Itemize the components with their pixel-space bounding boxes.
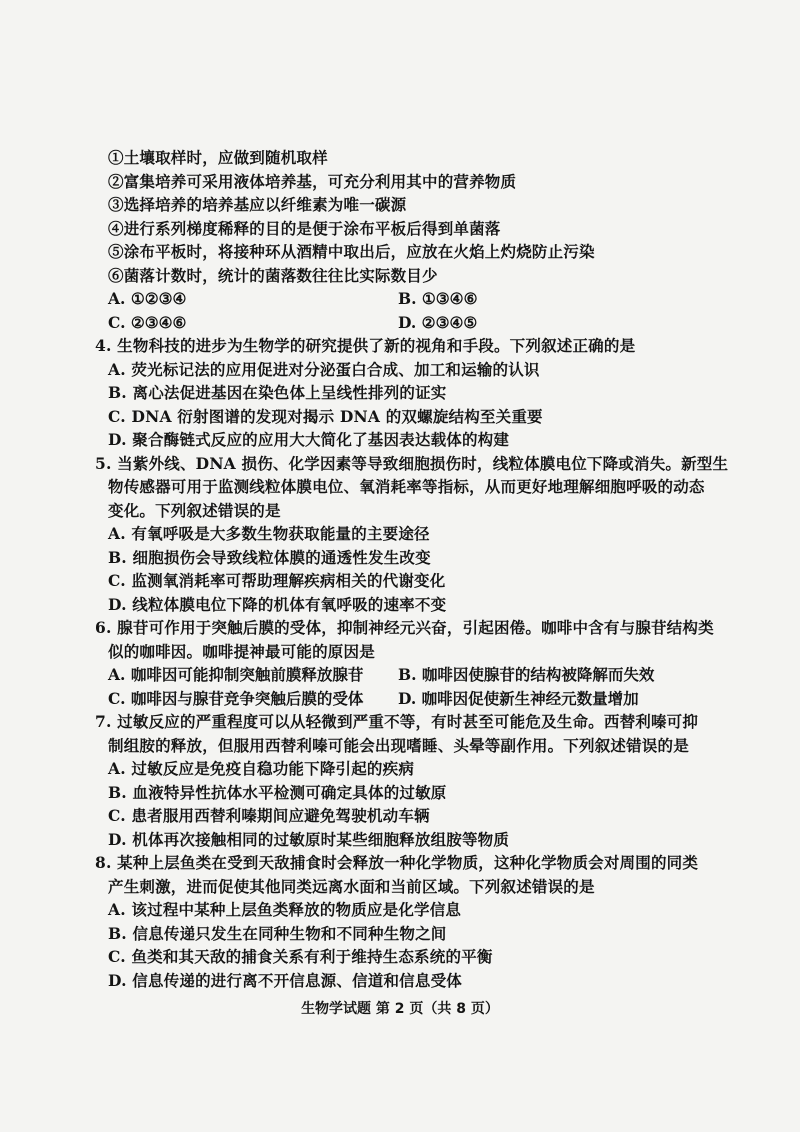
q7-option-d: D. 机体再次接触相同的过敏原时某些细胞释放组胺等物质: [108, 829, 510, 849]
q5-option-b: B. 细胞损伤会导致线粒体膜的通透性发生改变: [108, 547, 431, 567]
q6-options-row: [108, 663, 718, 687]
q6-option-b: B. 咖啡因使腺苷的结构被降解而失效: [398, 665, 655, 684]
q5-stem-line: 变化。下列叙述错误的是: [108, 500, 281, 520]
q8-option-a: A. 该过程中某种上层鱼类释放的物质应是化学信息: [108, 900, 462, 919]
q3-item: ④进行系列梯度稀释的目的是便于涂布平板后得到单菌落: [108, 218, 501, 238]
q7-option-c: C. 患者服用西替利嗪期间应避免驾驶机动车辆: [108, 806, 430, 825]
page-content: [95, 146, 729, 992]
q7-option-b: B. 血液特异性抗体水平检测可确定具体的过敏原: [108, 782, 447, 802]
q6-options-row: [108, 687, 718, 711]
question-8: [95, 851, 718, 992]
q3-item: ⑥菌落计数时，统计的菌落数往往比实际数目少: [108, 265, 438, 285]
q7-stem-line: 制组胺的释放，但服用西替利嗪可能会出现嗜睡、头晕等副作用。下列叙述错误的是: [108, 735, 689, 755]
q8-option-c: C. 鱼类和其天敌的捕食关系有利于维持生态系统的平衡: [108, 947, 493, 966]
page-footer: 生物学试题 第 2 页（共 8 页）: [301, 1001, 499, 1017]
q4-option-b: B. 离心法促进基因在染色体上呈线性排列的证实: [108, 383, 447, 402]
question-6: [95, 616, 718, 710]
q8-option-d: D. 信息传递的进行离不开信息源、信道和信息受体: [108, 970, 462, 990]
q3-item: ①土壤取样时，应做到随机取样: [108, 148, 328, 167]
q5-option-a: A. 有氧呼吸是大多数生物获取能量的主要途径: [108, 524, 430, 543]
q4-option-d: D. 聚合酶链式反应的应用大大简化了基因表达载体的构建: [108, 430, 510, 449]
q3-option-d: D. ②③④⑤: [398, 312, 478, 332]
q4-option-c: C. DNA 衍射图谱的发现对揭示 DNA 的双螺旋结构至关重要: [108, 406, 543, 426]
q3-option-c: C. ②③④⑥: [108, 312, 187, 332]
q6-stem-line: 似的咖啡因。咖啡提神最可能的原因是: [108, 641, 375, 661]
q3-option-a: A. ①②③④: [108, 289, 187, 308]
q6-option-c: C. 咖啡因与腺苷竞争突触后膜的受体: [108, 688, 364, 708]
q8-stem-line: 8. 某种上层鱼类在受到天敌捕食时会释放一种化学物质，这种化学物质会对周围的同类: [95, 853, 699, 872]
q5-stem-line: 5. 当紫外线、DNA 损伤、化学因素等导致细胞损伤时，线粒体膜电位下降或消失。新型生: [95, 453, 729, 473]
q4-stem: 4. 生物科技的进步为生物学的研究提供了新的视角和手段。下列叙述正确的是: [95, 336, 636, 355]
q7-stem-line: 7. 过敏反应的严重程度可以从轻微到严重不等，有时甚至可能危及生命。西替利嗪可抑: [95, 712, 699, 731]
q5-option-d: D. 线粒体膜电位下降的机体有氧呼吸的速率不变: [108, 594, 447, 614]
q3-item: ⑤涂布平板时，将接种环从酒精中取出后，应放在火焰上灼烧防止污染: [108, 242, 595, 261]
question-5: [95, 452, 729, 617]
q5-option-c: C. 监测氧消耗率可帮助理解疾病相关的代谢变化: [108, 571, 446, 590]
q6-stem-line: 6. 腺苷可作用于突触后膜的受体，抑制神经元兴奋，引起困倦。咖啡中含有与腺苷结构类: [95, 618, 714, 637]
q4-option-a: A. 荧光标记法的应用促进对分泌蛋白合成、加工和运输的认识: [108, 359, 540, 379]
q3-options-row: [108, 311, 718, 335]
q3-option-b: B. ①③④⑥: [398, 289, 478, 308]
q7-option-a: A. 过敏反应是免疫自稳功能下降引起的疾病: [108, 759, 415, 778]
q6-option-a: A. 咖啡因可能抑制突触前膜释放腺苷: [108, 665, 364, 684]
q3-options-row: [108, 287, 718, 311]
q8-option-b: B. 信息传递只发生在同种生物和不同种生物之间: [108, 923, 447, 943]
question-7: [95, 710, 718, 851]
q3-item: ③选择培养的培养基应以纤维素为唯一碳源: [108, 195, 407, 214]
q3-item: ②富集培养可采用液体培养基，可充分利用其中的营养物质: [108, 171, 517, 191]
question-3-continued: [108, 146, 718, 334]
q6-option-d: D. 咖啡因促使新生神经元数量增加: [398, 688, 639, 708]
question-4: [95, 334, 718, 452]
q5-stem-line: 物传感器可用于监测线粒体膜电位、氧消耗率等指标，从而更好地理解细胞呼吸的动态: [108, 477, 705, 496]
q8-stem-line: 产生刺激，进而促使其他同类远离水面和当前区域。下列叙述错误的是: [108, 876, 595, 896]
